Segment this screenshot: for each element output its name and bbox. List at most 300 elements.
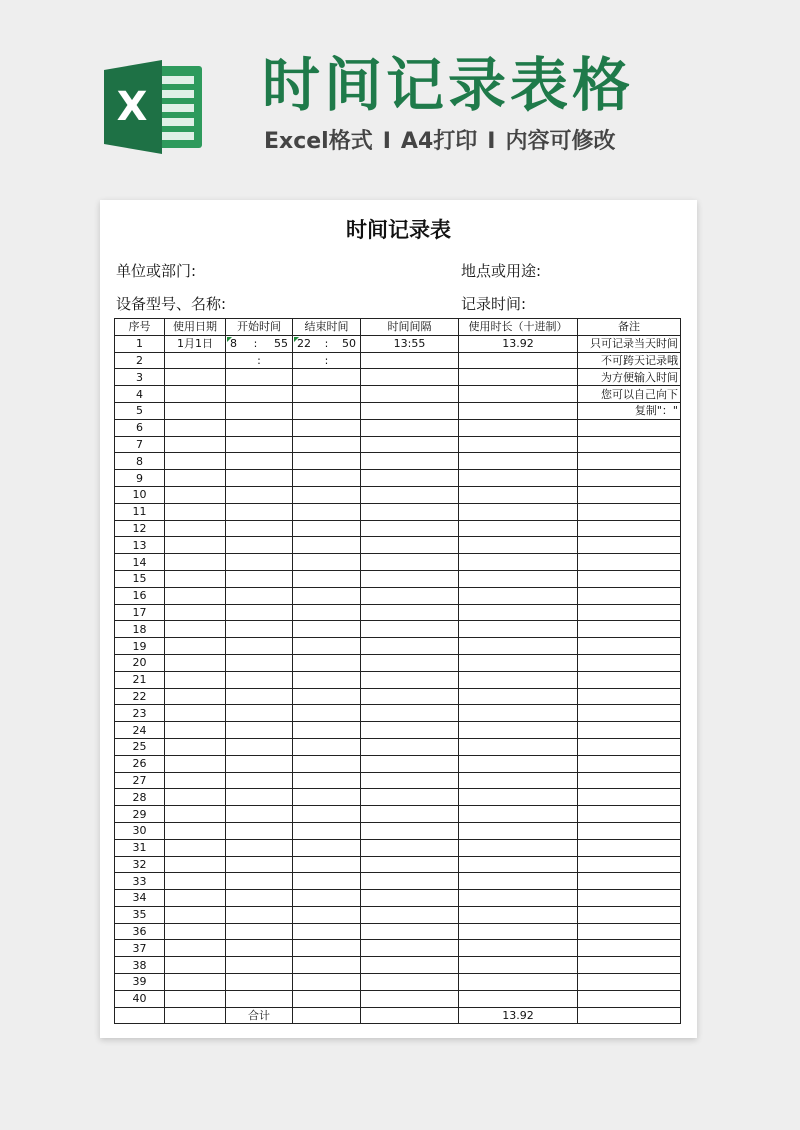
interval-cell[interactable]	[361, 436, 459, 453]
date-cell[interactable]	[165, 369, 226, 386]
start-time-cell[interactable]	[226, 520, 293, 537]
start-time-cell[interactable]	[226, 923, 293, 940]
interval-cell[interactable]	[361, 503, 459, 520]
total-label: 合计	[226, 1007, 293, 1024]
subtitle-separator: I	[382, 129, 391, 154]
end-time-cell[interactable]	[293, 688, 361, 705]
note-cell[interactable]	[578, 974, 681, 991]
table-row	[115, 671, 681, 688]
subtitle-separator: I	[487, 129, 496, 154]
row-no[interactable]: 13	[115, 537, 165, 554]
note-cell[interactable]: 不可跨天记录哦	[578, 352, 681, 369]
table-row	[115, 638, 681, 655]
row-no[interactable]: 11	[115, 503, 165, 520]
note-cell[interactable]	[578, 436, 681, 453]
hours-cell[interactable]	[459, 604, 578, 621]
end-time-cell[interactable]	[293, 369, 361, 386]
row-no[interactable]: 28	[115, 789, 165, 806]
end-time-cell[interactable]	[293, 856, 361, 873]
start-time-cell[interactable]	[226, 654, 293, 671]
table-row	[115, 974, 681, 991]
interval-cell[interactable]	[361, 974, 459, 991]
end-time-cell[interactable]	[293, 738, 361, 755]
interval-cell[interactable]	[361, 671, 459, 688]
row-no[interactable]: 30	[115, 822, 165, 839]
hours-cell[interactable]	[459, 722, 578, 739]
note-cell[interactable]	[578, 453, 681, 470]
hours-cell[interactable]	[459, 906, 578, 923]
end-time-cell[interactable]	[293, 654, 361, 671]
end-time-cell[interactable]	[293, 386, 361, 403]
start-time-cell[interactable]	[226, 436, 293, 453]
row-no[interactable]: 38	[115, 957, 165, 974]
hours-cell[interactable]	[459, 755, 578, 772]
hours-cell[interactable]	[459, 990, 578, 1007]
hours-cell[interactable]	[459, 839, 578, 856]
end-time-cell[interactable]	[293, 705, 361, 722]
row-no[interactable]: 2	[115, 352, 165, 369]
start-time-cell[interactable]	[226, 621, 293, 638]
row-no[interactable]: 39	[115, 974, 165, 991]
interval-cell[interactable]	[361, 352, 459, 369]
hours-cell[interactable]	[459, 554, 578, 571]
start-time-cell[interactable]	[226, 402, 293, 419]
interval-cell[interactable]	[361, 755, 459, 772]
end-time-cell[interactable]	[293, 638, 361, 655]
end-time-cell[interactable]	[293, 671, 361, 688]
note-cell[interactable]	[578, 738, 681, 755]
end-time-cell[interactable]	[293, 772, 361, 789]
note-cell[interactable]	[578, 923, 681, 940]
hours-cell[interactable]	[459, 570, 578, 587]
date-cell[interactable]	[165, 772, 226, 789]
note-cell[interactable]	[578, 755, 681, 772]
hours-cell[interactable]	[459, 621, 578, 638]
row-no[interactable]: 21	[115, 671, 165, 688]
end-time-cell[interactable]: :	[293, 352, 361, 369]
end-time-cell[interactable]	[293, 806, 361, 823]
start-time-cell[interactable]	[226, 419, 293, 436]
hours-cell[interactable]	[459, 587, 578, 604]
interval-cell[interactable]	[361, 638, 459, 655]
end-time-cell[interactable]	[293, 923, 361, 940]
row-no[interactable]: 8	[115, 453, 165, 470]
start-time-cell[interactable]: :	[226, 352, 293, 369]
table-row	[115, 419, 681, 436]
header-interval: 时间间隔	[361, 319, 459, 336]
note-cell[interactable]	[578, 957, 681, 974]
interval-cell[interactable]	[361, 940, 459, 957]
date-cell[interactable]	[165, 806, 226, 823]
row-no[interactable]: 12	[115, 520, 165, 537]
end-time-cell[interactable]	[293, 570, 361, 587]
start-time-cell[interactable]	[226, 369, 293, 386]
hours-cell[interactable]	[459, 974, 578, 991]
note-cell[interactable]	[578, 688, 681, 705]
hours-cell[interactable]	[459, 822, 578, 839]
date-cell[interactable]	[165, 722, 226, 739]
note-cell[interactable]	[578, 856, 681, 873]
date-cell[interactable]	[165, 974, 226, 991]
end-time-cell[interactable]	[293, 873, 361, 890]
hours-cell[interactable]	[459, 520, 578, 537]
end-time-cell[interactable]	[293, 587, 361, 604]
interval-cell[interactable]	[361, 990, 459, 1007]
start-time-cell[interactable]	[226, 772, 293, 789]
row-no[interactable]: 6	[115, 419, 165, 436]
interval-cell[interactable]	[361, 738, 459, 755]
date-cell[interactable]	[165, 839, 226, 856]
interval-cell[interactable]	[361, 772, 459, 789]
date-cell[interactable]	[165, 789, 226, 806]
hours-cell[interactable]	[459, 503, 578, 520]
date-cell[interactable]	[165, 990, 226, 1007]
start-time-cell[interactable]	[226, 638, 293, 655]
row-no[interactable]: 33	[115, 873, 165, 890]
end-time-cell[interactable]	[293, 974, 361, 991]
start-time-cell[interactable]	[226, 738, 293, 755]
interval-cell[interactable]	[361, 906, 459, 923]
end-time-cell[interactable]	[293, 890, 361, 907]
hours-cell[interactable]	[459, 856, 578, 873]
note-cell[interactable]	[578, 940, 681, 957]
end-time-cell[interactable]	[293, 839, 361, 856]
interval-cell[interactable]	[361, 554, 459, 571]
row-no[interactable]: 18	[115, 621, 165, 638]
interval-cell[interactable]	[361, 537, 459, 554]
note-cell[interactable]	[578, 671, 681, 688]
subtitle	[264, 124, 734, 160]
date-cell[interactable]	[165, 402, 226, 419]
interval-cell[interactable]	[361, 470, 459, 487]
start-time-cell[interactable]	[226, 671, 293, 688]
table-row	[115, 822, 681, 839]
interval-cell[interactable]	[361, 789, 459, 806]
hours-cell[interactable]	[459, 470, 578, 487]
row-no[interactable]: 32	[115, 856, 165, 873]
end-time-cell[interactable]: 22 : 50	[293, 335, 361, 352]
interval-cell[interactable]	[361, 856, 459, 873]
start-time-cell[interactable]	[226, 755, 293, 772]
date-cell[interactable]	[165, 352, 226, 369]
hours-cell[interactable]	[459, 873, 578, 890]
row-no[interactable]: 24	[115, 722, 165, 739]
row-no[interactable]: 37	[115, 940, 165, 957]
end-time-cell[interactable]	[293, 503, 361, 520]
hours-cell[interactable]	[459, 352, 578, 369]
interval-cell[interactable]	[361, 386, 459, 403]
start-time-cell[interactable]	[226, 789, 293, 806]
row-no[interactable]: 16	[115, 587, 165, 604]
row-no[interactable]: 5	[115, 402, 165, 419]
row-no[interactable]: 3	[115, 369, 165, 386]
interval-cell[interactable]	[361, 402, 459, 419]
note-cell[interactable]	[578, 470, 681, 487]
end-time-cell[interactable]	[293, 789, 361, 806]
row-no[interactable]: 40	[115, 990, 165, 1007]
date-cell[interactable]	[165, 705, 226, 722]
end-time-cell[interactable]	[293, 419, 361, 436]
table-row	[115, 722, 681, 739]
date-cell[interactable]	[165, 654, 226, 671]
hours-cell[interactable]	[459, 537, 578, 554]
interval-cell[interactable]	[361, 570, 459, 587]
note-cell[interactable]	[578, 789, 681, 806]
start-time-cell[interactable]	[226, 470, 293, 487]
start-time-cell[interactable]	[226, 486, 293, 503]
header-note: 备注	[578, 319, 681, 336]
hours-cell[interactable]	[459, 789, 578, 806]
date-cell[interactable]	[165, 822, 226, 839]
subtitle-editable: 内容可修改	[505, 129, 616, 154]
end-time-cell[interactable]	[293, 906, 361, 923]
interval-cell[interactable]	[361, 839, 459, 856]
note-cell[interactable]	[578, 990, 681, 1007]
hours-cell[interactable]	[459, 369, 578, 386]
row-no[interactable]: 27	[115, 772, 165, 789]
interval-cell[interactable]	[361, 722, 459, 739]
note-cell[interactable]	[578, 570, 681, 587]
note-cell[interactable]	[578, 873, 681, 890]
hours-cell[interactable]	[459, 654, 578, 671]
start-time-cell[interactable]	[226, 453, 293, 470]
note-cell[interactable]	[578, 906, 681, 923]
note-cell[interactable]	[578, 890, 681, 907]
end-time-cell[interactable]	[293, 940, 361, 957]
row-no[interactable]: 7	[115, 436, 165, 453]
note-cell[interactable]	[578, 806, 681, 823]
note-cell[interactable]	[578, 520, 681, 537]
date-cell[interactable]	[165, 604, 226, 621]
date-cell[interactable]	[165, 419, 226, 436]
start-time-cell[interactable]	[226, 890, 293, 907]
hours-cell[interactable]	[459, 806, 578, 823]
start-time-cell[interactable]	[226, 940, 293, 957]
table-row	[115, 369, 681, 386]
note-cell[interactable]	[578, 503, 681, 520]
interval-cell[interactable]	[361, 806, 459, 823]
date-cell[interactable]	[165, 856, 226, 873]
row-no[interactable]: 1	[115, 335, 165, 352]
end-time-cell[interactable]	[293, 537, 361, 554]
interval-cell[interactable]	[361, 705, 459, 722]
end-time-cell[interactable]	[293, 436, 361, 453]
start-time-cell[interactable]	[226, 906, 293, 923]
start-time-cell[interactable]	[226, 806, 293, 823]
note-cell[interactable]: 为方便输入时间	[578, 369, 681, 386]
note-cell[interactable]: 复制"："	[578, 402, 681, 419]
interval-cell[interactable]	[361, 654, 459, 671]
end-time-cell[interactable]	[293, 470, 361, 487]
end-time-cell[interactable]	[293, 486, 361, 503]
date-cell[interactable]	[165, 671, 226, 688]
end-time-cell[interactable]	[293, 453, 361, 470]
hours-cell[interactable]	[459, 923, 578, 940]
date-cell[interactable]	[165, 386, 226, 403]
interval-cell[interactable]	[361, 957, 459, 974]
start-time-cell[interactable]	[226, 974, 293, 991]
start-time-cell[interactable]	[226, 839, 293, 856]
row-no[interactable]: 29	[115, 806, 165, 823]
row-no[interactable]: 10	[115, 486, 165, 503]
start-time-cell[interactable]	[226, 873, 293, 890]
table-row	[115, 386, 681, 403]
row-no[interactable]: 4	[115, 386, 165, 403]
interval-cell[interactable]	[361, 873, 459, 890]
date-cell[interactable]	[165, 940, 226, 957]
hours-cell[interactable]	[459, 772, 578, 789]
end-time-cell[interactable]	[293, 822, 361, 839]
date-cell[interactable]	[165, 486, 226, 503]
hours-cell[interactable]	[459, 688, 578, 705]
page-title: 时间记录表格	[262, 51, 635, 119]
start-time-cell[interactable]	[226, 570, 293, 587]
note-cell[interactable]	[578, 722, 681, 739]
note-cell[interactable]	[578, 554, 681, 571]
note-cell[interactable]	[578, 772, 681, 789]
interval-cell[interactable]	[361, 369, 459, 386]
date-cell[interactable]	[165, 470, 226, 487]
row-no[interactable]: 36	[115, 923, 165, 940]
end-time-cell[interactable]	[293, 990, 361, 1007]
note-cell[interactable]	[578, 419, 681, 436]
start-time-cell[interactable]	[226, 604, 293, 621]
row-no[interactable]: 17	[115, 604, 165, 621]
end-time-cell[interactable]	[293, 402, 361, 419]
date-cell[interactable]	[165, 755, 226, 772]
interval-cell[interactable]: 13:55	[361, 335, 459, 352]
start-time-cell[interactable]	[226, 587, 293, 604]
note-cell[interactable]: 只可记录当天时间	[578, 335, 681, 352]
interval-cell[interactable]	[361, 621, 459, 638]
row-no[interactable]: 23	[115, 705, 165, 722]
note-cell[interactable]	[578, 537, 681, 554]
date-cell[interactable]	[165, 906, 226, 923]
interval-cell[interactable]	[361, 923, 459, 940]
header-start: 开始时间	[226, 319, 293, 336]
row-no[interactable]: 34	[115, 890, 165, 907]
hours-cell[interactable]	[459, 940, 578, 957]
row-no[interactable]: 20	[115, 654, 165, 671]
end-time-cell[interactable]	[293, 520, 361, 537]
note-cell[interactable]	[578, 654, 681, 671]
note-cell[interactable]	[578, 705, 681, 722]
start-time-cell[interactable]	[226, 705, 293, 722]
interval-cell[interactable]	[361, 587, 459, 604]
interval-cell[interactable]	[361, 822, 459, 839]
row-no[interactable]: 15	[115, 570, 165, 587]
start-time-cell[interactable]	[226, 990, 293, 1007]
date-cell[interactable]	[165, 638, 226, 655]
hours-cell[interactable]	[459, 638, 578, 655]
table-row	[115, 453, 681, 470]
interval-cell[interactable]	[361, 520, 459, 537]
date-cell[interactable]	[165, 738, 226, 755]
note-cell[interactable]	[578, 587, 681, 604]
end-time-cell[interactable]	[293, 755, 361, 772]
note-cell[interactable]	[578, 822, 681, 839]
hours-cell[interactable]	[459, 486, 578, 503]
date-cell[interactable]	[165, 436, 226, 453]
date-cell[interactable]	[165, 537, 226, 554]
date-cell[interactable]	[165, 503, 226, 520]
date-cell[interactable]	[165, 621, 226, 638]
interval-cell[interactable]	[361, 688, 459, 705]
hours-cell[interactable]	[459, 890, 578, 907]
hours-cell[interactable]	[459, 453, 578, 470]
date-cell[interactable]: 1月1日	[165, 335, 226, 352]
interval-cell[interactable]	[361, 890, 459, 907]
start-time-cell[interactable]	[226, 386, 293, 403]
date-cell[interactable]	[165, 890, 226, 907]
interval-cell[interactable]	[361, 486, 459, 503]
date-cell[interactable]	[165, 453, 226, 470]
start-time-cell[interactable]	[226, 554, 293, 571]
row-no[interactable]: 19	[115, 638, 165, 655]
row-no[interactable]: 25	[115, 738, 165, 755]
row-no[interactable]: 14	[115, 554, 165, 571]
hours-cell[interactable]	[459, 957, 578, 974]
date-cell[interactable]	[165, 923, 226, 940]
hours-cell[interactable]	[459, 386, 578, 403]
row-no[interactable]: 31	[115, 839, 165, 856]
date-cell[interactable]	[165, 688, 226, 705]
end-time-cell[interactable]	[293, 957, 361, 974]
start-time-cell[interactable]	[226, 722, 293, 739]
date-cell[interactable]	[165, 554, 226, 571]
note-cell[interactable]	[578, 604, 681, 621]
start-time-cell[interactable]	[226, 856, 293, 873]
end-time-cell[interactable]	[293, 554, 361, 571]
interval-cell[interactable]	[361, 604, 459, 621]
row-no[interactable]: 22	[115, 688, 165, 705]
date-cell[interactable]	[165, 587, 226, 604]
end-time-cell[interactable]	[293, 604, 361, 621]
hours-cell[interactable]	[459, 705, 578, 722]
date-cell[interactable]	[165, 873, 226, 890]
hours-cell[interactable]: 13.92	[459, 335, 578, 352]
row-no[interactable]: 35	[115, 906, 165, 923]
start-time-cell[interactable]: 8 : 55	[226, 335, 293, 352]
date-cell[interactable]	[165, 520, 226, 537]
note-cell[interactable]: 您可以自己向下	[578, 386, 681, 403]
start-time-cell[interactable]	[226, 822, 293, 839]
end-time-cell[interactable]	[293, 722, 361, 739]
hours-cell[interactable]	[459, 738, 578, 755]
note-cell[interactable]	[578, 839, 681, 856]
start-time-cell[interactable]	[226, 957, 293, 974]
hours-cell[interactable]	[459, 436, 578, 453]
interval-cell[interactable]	[361, 419, 459, 436]
start-time-cell[interactable]	[226, 503, 293, 520]
note-cell[interactable]	[578, 486, 681, 503]
note-cell[interactable]	[578, 621, 681, 638]
hours-cell[interactable]	[459, 402, 578, 419]
note-cell[interactable]	[578, 638, 681, 655]
row-no[interactable]: 26	[115, 755, 165, 772]
start-time-cell[interactable]	[226, 688, 293, 705]
row-no[interactable]: 9	[115, 470, 165, 487]
start-time-cell[interactable]	[226, 537, 293, 554]
hours-cell[interactable]	[459, 671, 578, 688]
table-row	[115, 352, 681, 369]
date-cell[interactable]	[165, 957, 226, 974]
interval-cell[interactable]	[361, 453, 459, 470]
hours-cell[interactable]	[459, 419, 578, 436]
date-cell[interactable]	[165, 570, 226, 587]
end-time-cell[interactable]	[293, 621, 361, 638]
subtitle-print: A4打印	[400, 129, 478, 154]
